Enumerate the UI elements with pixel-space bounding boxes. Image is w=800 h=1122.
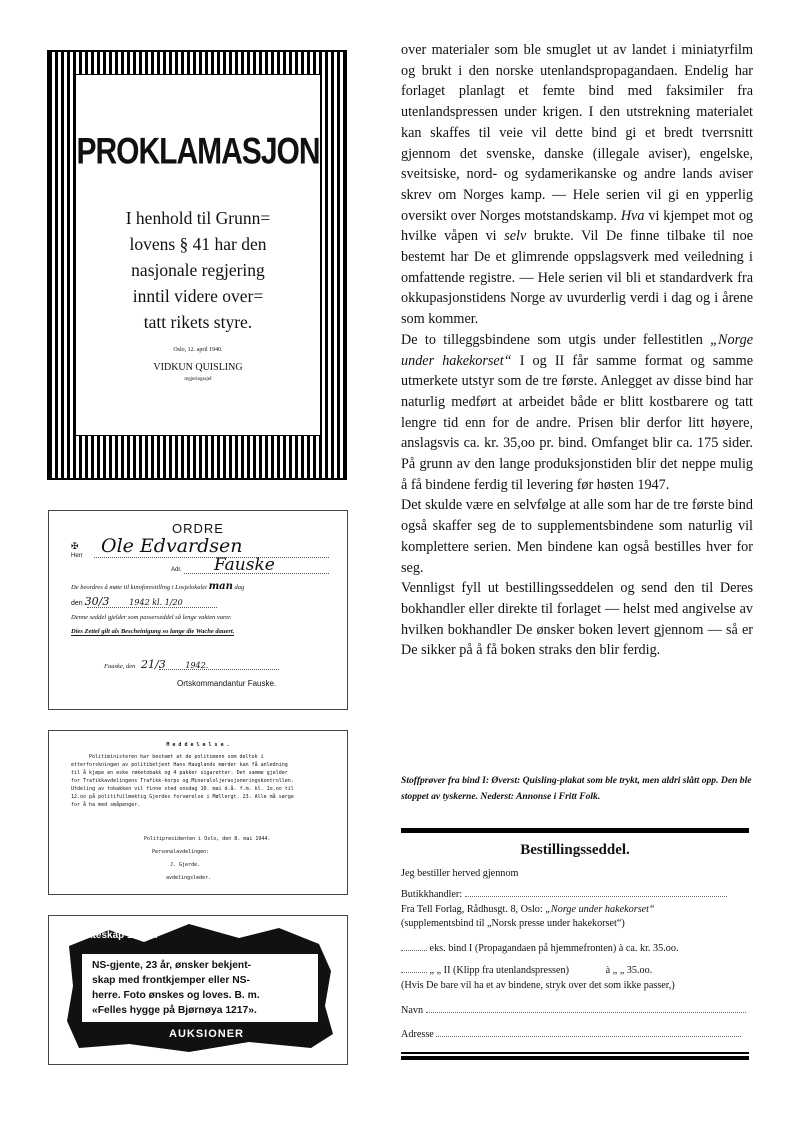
para-4: Vennligst fyll ut bestillingsseddelen og send den til Deres bokhandler eller direkte til forlaget — helst med angivelse av hvilken bokhandler De ønsker boken levert gjennom — så er De sikker på å få boken straks den blir ferdig. bbox=[401, 580, 753, 659]
line1-text: De beordres å møte til kinoforestilling i Losjelokalet bbox=[71, 584, 207, 591]
line6-a: „ „ II (Klipp fra utenlandspressen) bbox=[429, 965, 570, 976]
meddelelse-line: til å kjøpe en eske røketobakk og 4 pakker sigaretter. Det samme gjelder bbox=[71, 770, 288, 776]
sign-year: 1942. bbox=[185, 661, 209, 670]
bind1-qty-field[interactable] bbox=[401, 942, 427, 951]
order-line-3 bbox=[401, 904, 753, 915]
para2-start: De to tilleggsbindene som utgis under fellestitlen bbox=[401, 331, 703, 348]
address-line bbox=[184, 573, 329, 574]
ordre-line1 bbox=[71, 581, 244, 592]
meddelelse-line: for Trafikkavdelingens Trafikk-korps og Mineraloljerasjoneringskontrollen. bbox=[71, 778, 294, 784]
order-line-4: (supplementsbind til „Norsk presse under hakekorset“) bbox=[401, 918, 625, 929]
figure-caption: Stoffprøver fra bind I: Øverst: Quisling-plakat som ble trykt, men aldri slått opp. Den ble stoppet av tyskerne. Nederst: Annonse i Fritt Folk. bbox=[401, 775, 752, 802]
footer-line: Politipresidenten i Oslo, den 8. mai 1944. bbox=[144, 836, 271, 842]
meddelelse-line: for å ha med småpenger. bbox=[71, 802, 141, 808]
order-line-1: Jeg bestiller herved gjennom bbox=[401, 868, 519, 879]
address-field[interactable] bbox=[436, 1028, 741, 1037]
meddelelse-line: 12.oo på politifullmektig Gjerdes forværelse i Møllergt. 23. Alle må sørge bbox=[71, 794, 294, 800]
para-1 bbox=[401, 40, 753, 330]
ordre-line3: Denne seddel gjelder som passerseddel så lenge vakten varer. bbox=[71, 614, 232, 621]
poster-line: inntil videre over= bbox=[132, 286, 264, 306]
name-field[interactable] bbox=[426, 1004, 746, 1013]
meddelelse-line: Utdeling av tobakken vil finne sted onsdag 10. mai d.å. f.m. kl. 1o,oo til bbox=[71, 786, 294, 792]
poster-signature: VIDKUN QUISLING bbox=[153, 362, 243, 373]
poster-line: nasjonale regjering bbox=[131, 260, 265, 280]
clip-line: herre. Foto ønskes og loves. B. m. bbox=[92, 990, 260, 1001]
place-label: Fauske, den bbox=[104, 663, 136, 670]
clip-line: «Felles hygge på Bjørnøya 1217». bbox=[92, 1005, 257, 1016]
ordre-name: Ole Edvardsen bbox=[101, 535, 243, 557]
para-3: Det skulde være en selvfølge at alle som har de tre første bind også skaffer seg de to supplementsbindene som naturlig vil komplettere serien. Men bindene kan også bestilles hver for seg. bbox=[401, 497, 753, 576]
date-fill: 30/3 bbox=[84, 595, 110, 608]
butikkhandler-label: Butikkhandler: bbox=[401, 889, 463, 900]
herr-label: Herr bbox=[71, 553, 83, 559]
clip-bottom: AUKSIONER bbox=[169, 1028, 245, 1040]
poster-line: I henhold til Grunn= bbox=[125, 208, 271, 228]
clip-line: NS-gjente, 23 år, ønsker bekjent- bbox=[92, 960, 252, 971]
order-bottom-rule-thin bbox=[401, 1052, 749, 1054]
line1-fill: man bbox=[208, 581, 233, 592]
para1-selv: selv bbox=[504, 228, 527, 245]
sign-line bbox=[159, 669, 279, 670]
line1-post: dag bbox=[234, 584, 245, 591]
meddelelse-footer bbox=[144, 833, 270, 885]
clip-ad-text bbox=[82, 954, 318, 1018]
ordre-authority: Ortskommandantur Fauske. bbox=[177, 679, 277, 688]
line5-text: eks. bind I (Propagandaen på hjemmefronten) à ca. kr. 35.oo. bbox=[429, 943, 679, 954]
para1-mid: vi kjempet mot og hvilke våpen vi bbox=[401, 207, 754, 245]
para1-end: brukte. Vil De finne tilbake til noe bestemt har De et glimrende oppslagsverk med veiledning i omfattende registre. — Hele serien vil bli et standardverk fra okkupasjonstidens Norge av uvurderlig verdi i dag og i årene som kommer. bbox=[401, 228, 754, 328]
footer-line: avdelingsleder. bbox=[166, 875, 212, 881]
poster-inner-panel bbox=[75, 74, 321, 436]
article-text bbox=[401, 40, 753, 661]
ns-clipping-card bbox=[48, 915, 348, 1065]
poster-title: PROKLAMASJON bbox=[76, 130, 320, 172]
para1-text: over materialer som ble smuglet ut av landet i miniatyrfilm og brukt i den norske utenlandspropagandaen. Endelig har forlaget planlagt et femte bind med faksimiler fra utenlandspressen under krigen. I den utstrekning materialet kan skaffes til veie vil dette bind gi et bredt tverrsnitt gjennom det svenske, danske (illegale aviser), engelske, sveitsiske, nord- og sydamerikanske og andre lands aviser skrev om Norges kamp. — Hele serien vil gi en ypperlig oversikt over Norges motstandskamp. bbox=[401, 42, 753, 224]
ordre-card bbox=[48, 510, 348, 710]
order-form-title: Bestillingsseddel. bbox=[520, 842, 630, 858]
order-line-7: (Hvis De bare vil ha et av bindene, stryk over det som ikke passer,) bbox=[401, 980, 675, 991]
para2-title: „Norge under hakekorset“ bbox=[401, 331, 753, 369]
meddelelse-card bbox=[48, 730, 348, 895]
order-top-rule bbox=[401, 828, 749, 833]
ordre-address: Fauske bbox=[214, 555, 275, 575]
order-line-5 bbox=[401, 942, 753, 954]
den-label: den bbox=[71, 600, 83, 607]
time-fill: 1942 kl. 1/20 bbox=[129, 598, 183, 607]
poster-line: tatt rikets styre. bbox=[143, 312, 253, 332]
order-address-row bbox=[401, 1028, 753, 1040]
address-label: Adresse bbox=[401, 1029, 434, 1040]
proklamasjon-poster bbox=[47, 50, 347, 480]
name-label: Navn bbox=[401, 1005, 424, 1016]
butikkhandler-field[interactable] bbox=[465, 888, 727, 897]
para-2 bbox=[401, 330, 753, 496]
para2-end: I og II får samme format og samme utmerkete utstyr som de tre første. Anlegget av disse bind har naturlig medført at arbeidet både er blitt kostbarere og tatt lengre tid enn for de andre. Prisen blir derfor litt høyere, anslagsvis ca. kr. 35,oo pr. bind. Omfanget blir ca. 175 sider. På grunn av den lange produksjonstiden blir det neppe mulig å få bindene ferdig til levering før høsten 1947. bbox=[401, 352, 753, 493]
name-line bbox=[94, 557, 329, 558]
ordre-line4: Dies Zettel gilt als Bescheinigung so lange die Wache dauert. bbox=[71, 628, 235, 635]
clip-top-fragment: kteskap 1216». bbox=[87, 930, 158, 941]
order-name-row bbox=[401, 1004, 753, 1016]
poster-role: regjeringssjef bbox=[184, 377, 212, 382]
meddelelse-line: Politiministeren har bestemt at de politimenn som deltok i bbox=[89, 754, 264, 760]
ordre-title: ORDRE bbox=[172, 521, 224, 536]
poster-body bbox=[86, 205, 310, 335]
para1-hva: Hva bbox=[620, 207, 645, 224]
date-line bbox=[87, 607, 217, 608]
meddelelse-line: etterforskningen av politibetjent Hans Hauglands mørder kan få anledning bbox=[71, 762, 288, 768]
poster-line: lovens § 41 har den bbox=[129, 234, 267, 254]
clip-ad-box bbox=[82, 954, 318, 1022]
poster-date: Oslo, 12. april 1940. bbox=[173, 347, 223, 353]
order-line-6 bbox=[401, 964, 753, 976]
order-bottom-rule bbox=[401, 1056, 749, 1060]
meddelelse-body bbox=[71, 753, 341, 809]
footer-line: Personalavdelingen: bbox=[152, 849, 210, 855]
order-line-2 bbox=[401, 888, 753, 900]
meddelelse-title: M e d d e l e l s e . bbox=[166, 742, 230, 748]
line3-title: „Norge under hakekorset“ bbox=[545, 904, 655, 915]
line6-b: à „ „ 35.oo. bbox=[605, 965, 653, 976]
footer-line: J. Gjerde. bbox=[170, 862, 201, 868]
bind2-qty-field[interactable] bbox=[401, 964, 427, 973]
adr-label: Adr. bbox=[171, 567, 182, 573]
clip-line: skap med frontkjemper eller NS- bbox=[92, 975, 250, 986]
eagle-icon: ✠ bbox=[71, 541, 79, 551]
line3-pre: Fra Tell Forlag, Rådhusgt. 8, Oslo: bbox=[401, 904, 543, 915]
sign-date: 21/3 bbox=[141, 658, 166, 671]
